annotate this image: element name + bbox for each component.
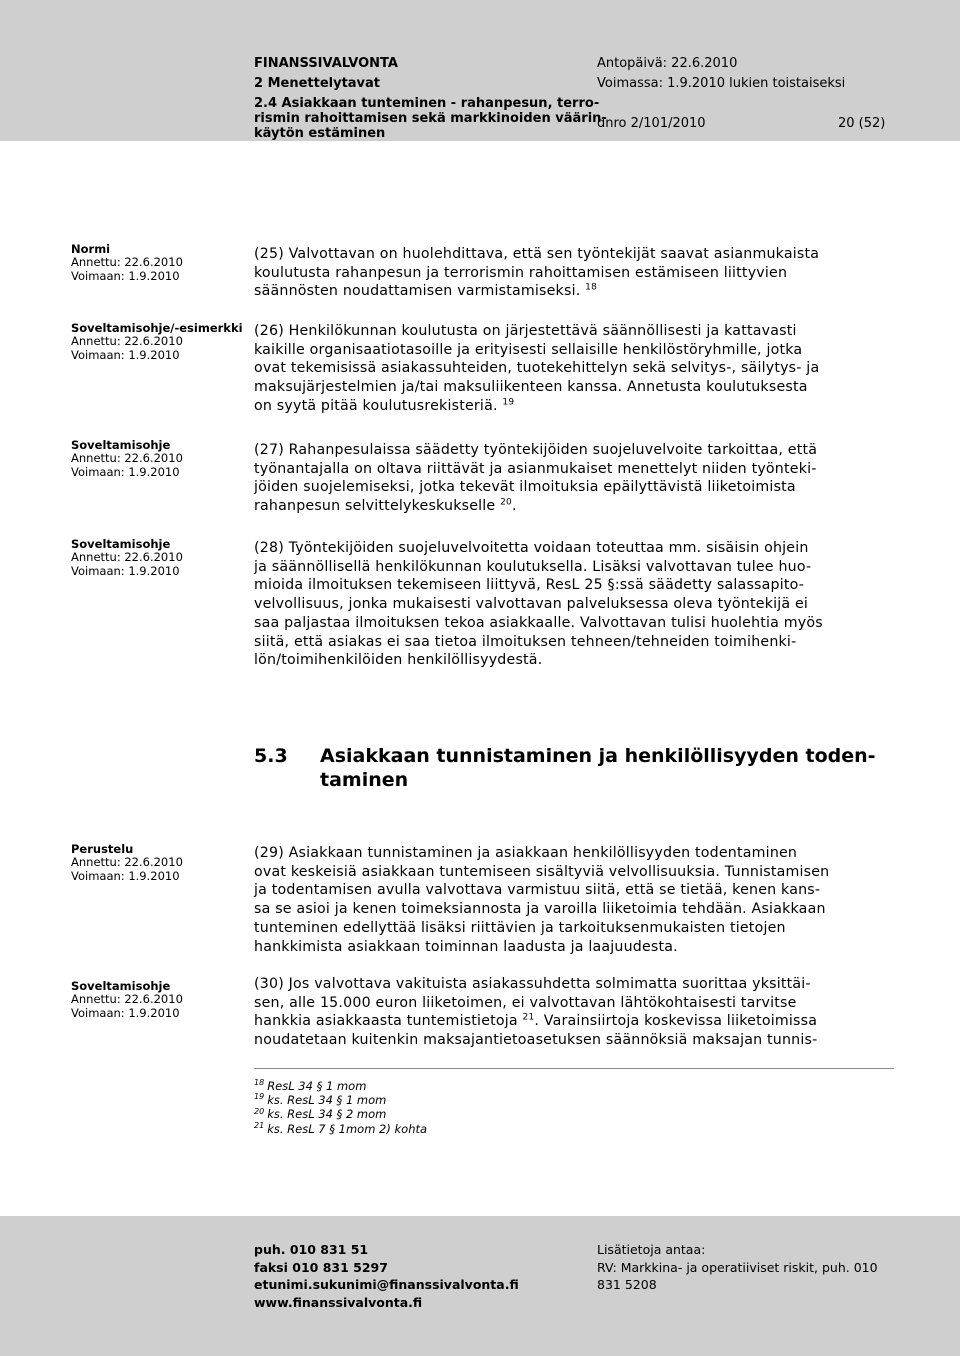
fax: faksi 010 831 5297: [254, 1259, 388, 1275]
page-number: 20 (52): [838, 116, 886, 131]
footnote-ref[interactable]: 18: [585, 282, 597, 293]
contact-person: Lisätietoja antaa: RV: Markkina- ja operatiiviset riskit, puh. 010 831 5208: [597, 1242, 878, 1292]
label-perustelu: Perustelu Annettu: 22.6.2010 Voimaan: 1.9.2010: [71, 842, 183, 883]
contact-info: [254, 1241, 519, 1311]
footnote: $^{20}$ ks. ResL 34 § 2 mom: [254, 1106, 387, 1122]
website-link[interactable]: www.finanssivalvonta.fi: [254, 1294, 423, 1310]
paragraph-27: (27) Rahanpesulaissa säädetty työntekijöiden suojeluvelvoite tarkoittaa, että työnantajalla on oltava riittävät ja asianmukaiset menettelyt niiden työnteki- jöiden suojelemiseksi, jotka tekevät ilmoituksia epäilyttävistä liiketoimista rahanpesun selvittelykeskukselle $^{20}$.: [254, 442, 818, 515]
valid-date: Voimassa: 1.9.2010 lukien toistaiseksi: [597, 76, 846, 91]
footnote: $^{21}$ ks. ResL 7 § 1mom 2) kohta: [254, 1120, 428, 1136]
footnote: $^{19}$ ks. ResL 34 § 1 mom: [254, 1092, 387, 1108]
footnote-divider: [254, 1068, 894, 1069]
email-link[interactable]: etunimi.sukunimi@finanssivalvonta.fi: [254, 1277, 519, 1292]
footnote: $^{18}$ ResL 34 § 1 mom: [254, 1078, 367, 1093]
label-normi: Normi Annettu: 22.6.2010 Voimaan: 1.9.2010: [71, 242, 183, 283]
issued-date: Antopäivä: 22.6.2010: [597, 56, 738, 71]
footnote-ref[interactable]: 19: [502, 397, 515, 408]
label-soveltamisohje-esimerkki: Soveltamisohje/-esimerkki Annettu: 22.6.2010 Voimaan: 1.9.2010: [71, 321, 243, 362]
paragraph-25: (25) Valvottavan on huolehdittava, että sen työntekijät saavat asianmukaista koulutusta rahanpesun ja terrorismin rahoittamisen estämiseen liittyvien säännösten noudattamisen varmistamiseksi. $^{18}$: [254, 246, 820, 300]
section-number: 5.3: [254, 745, 288, 767]
paragraph-29: (29) Asiakkaan tunnistaminen ja asiakkaan henkilöllisyyden todentaminen ovat keskeisiä asiakkaan tuntemiseen sisältyviä velvollisuuksia. Tunnistamisen ja todentamisen avulla valvottava varmistuu siitä, että se tietää, kenen kans- sa se asioi ja kenen toimeksiannosta ja varoilla liiketoimia tehdään. Asiakkaan tunteminen edellyttää lisäksi riittävien ja tarkoituksenmukaisten tietojen hankkimista asiakkaan toiminnan laadusta ja laajuudesta.: [254, 845, 830, 955]
paragraph-26: (26) Henkilökunnan koulutusta on järjestettävä säännöllisesti ja kattavasti kaikille organisaatiotasoille ja erityisesti sellaisille henkilöstöryhmille, jotka ovat tekemisissä asiakassuhteiden, tuotekehittelyn sekä selvitys-, säilytys- ja maksujärjestelmien ja/tai maksuliikenteen kanssa. Annetusta koulutuksesta on syytä pitää koulutusrekisteriä. $^{19}$: [254, 323, 820, 414]
phone: puh. 010 831 51: [254, 1242, 369, 1257]
label-soveltamisohje: Soveltamisohje Annettu: 22.6.2010 Voimaan: 1.9.2010: [71, 537, 183, 578]
footnote-ref[interactable]: 21: [522, 1012, 535, 1023]
dnro: dnro 2/101/2010: [597, 116, 706, 131]
section-title: Asiakkaan tunnistaminen ja henkilöllisyyden toden- taminen: [320, 745, 876, 791]
info-label: Lisätietoja antaa:: [597, 1242, 706, 1257]
label-soveltamisohje: Soveltamisohje Annettu: 22.6.2010 Voimaan: 1.9.2010: [71, 979, 183, 1020]
footnotes: [254, 1079, 427, 1136]
paragraph-30: (30) Jos valvottava vakituista asiakassuhdetta solmimatta suorittaa yksittäi- sen, alle 15.000 euron liiketoimen, ei valvottavan lähtökohtaisesti tarvitse hankkia asiakkaasta tuntemistietoja $^{21}$. Varainsiirtoja koskevissa liiketoimissa noudatetaan kuitenkin maksajantietoasetuksen säännöksiä maksajan tunnis-: [254, 976, 818, 1049]
footnote-ref[interactable]: 20: [500, 497, 512, 508]
org-name: FINANSSIVALVONTA: [254, 56, 398, 71]
chapter-title: 2 Menettelytavat: [254, 76, 381, 91]
label-soveltamisohje: Soveltamisohje Annettu: 22.6.2010 Voimaan: 1.9.2010: [71, 438, 183, 479]
subchapter-title: 2.4 Asiakkaan tunteminen - rahanpesun, terro- rismin rahoittamisen sekä markkinoiden väärin- käytön estäminen: [254, 96, 607, 141]
paragraph-28: (28) Työntekijöiden suojeluvelvoitetta voidaan toteuttaa mm. sisäisin ohjein ja säännöllisellä henkilökunnan koulutuksella. Lisäksi valvottavan tulee huo- mioida ilmoituksen tekemiseen liittyvä, ResL 25 §:ssä säädetty salassapito- velvollisuus, jonka mukaisesti valvottavan palveluksessa oleva työntekijä ei saa paljastaa ilmoituksen tekoa asiakkaalle. Valvottavan tulisi huolehtia myös siitä, että asiakas ei saa tietoa ilmoituksen tehneen/tehneiden toimihenki- lön/toimihenkilöiden henkilöllisyydestä.: [254, 540, 823, 669]
